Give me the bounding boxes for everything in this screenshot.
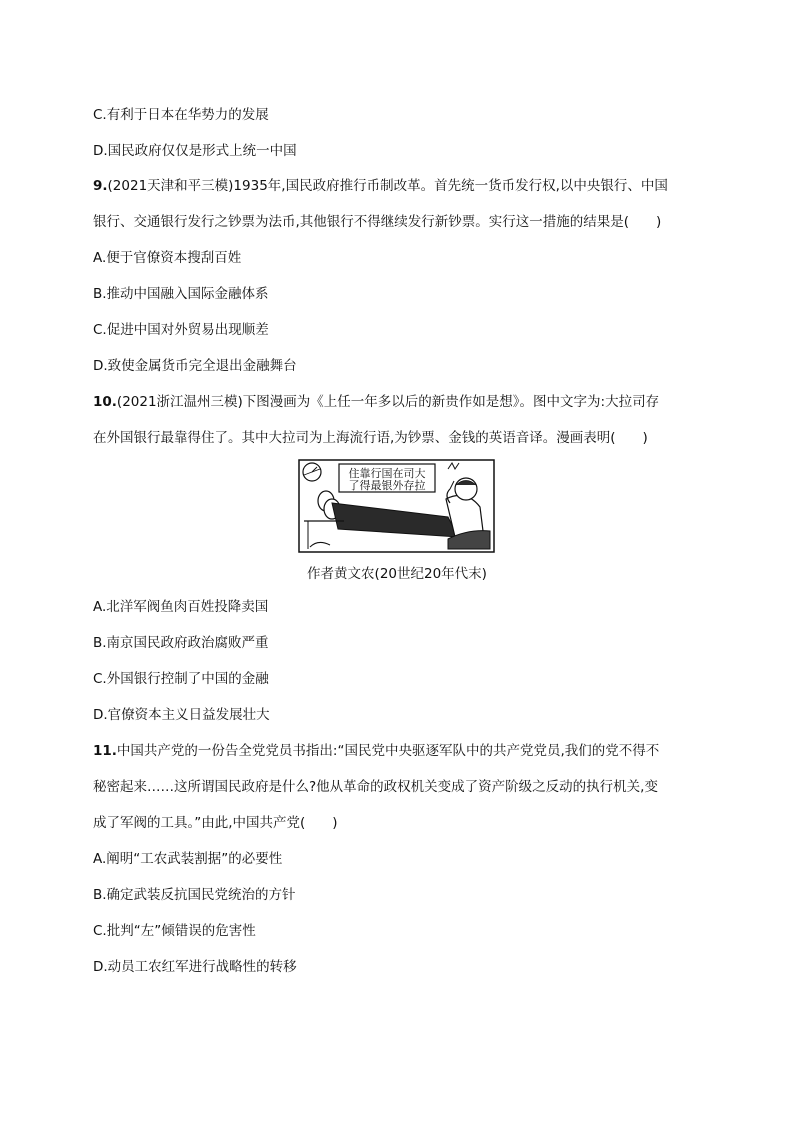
cartoon-text-line1: 住靠行国在司大 bbox=[348, 467, 426, 480]
q11-stem-line2: 秘密起来……这所谓国民政府是什么?他从革命的政权机关变成了资产阶级之反动的执行机关,变 bbox=[93, 779, 658, 795]
q9-option-b: B.推动中国融入国际金融体系 bbox=[93, 286, 269, 302]
q9-stem-line1 bbox=[93, 176, 668, 196]
q10-stem-line2: 在外国银行最靠得住了。其中大拉司为上海流行语,为钞票、金钱的英语音译。漫画表明( ) bbox=[93, 430, 648, 446]
q11-option-b: B.确定武装反抗国民党统治的方针 bbox=[93, 887, 296, 903]
q9-option-a: A.便于官僚资本搜刮百姓 bbox=[93, 250, 242, 266]
q10-stem-text: (2021浙江温州三模)下图漫画为《上任一年多以后的新贵作如是想》。图中文字为:大拉司存 bbox=[116, 394, 660, 410]
q9-number: 9. bbox=[93, 178, 108, 194]
q11-option-a: A.阐明“工农武装割据”的必要性 bbox=[93, 851, 283, 867]
q11-stem-line1 bbox=[93, 741, 659, 761]
q9-stem-text: (2021天津和平三模)1935年,国民政府推行币制改革。首先统一货币发行权,以中央银行、中国 bbox=[107, 178, 668, 194]
q9-option-c: C.促进中国对外贸易出现顺差 bbox=[93, 322, 269, 338]
cartoon-illustration bbox=[298, 459, 495, 553]
q10-option-a: A.北洋军阀鱼肉百姓投降卖国 bbox=[93, 599, 269, 615]
q11-stem-line3: 成了军阀的工具。”由此,中国共产党( ) bbox=[93, 815, 338, 831]
q11-option-d: D.动员工农红军进行战略性的转移 bbox=[93, 959, 297, 975]
q8-option-d: D.国民政府仅仅是形式上统一中国 bbox=[93, 143, 297, 159]
cartoon-text-line2: 了得最银外存拉 bbox=[348, 479, 426, 492]
q8-option-c: C.有利于日本在华势力的发展 bbox=[93, 107, 269, 123]
q10-number: 10. bbox=[93, 394, 117, 410]
q11-number: 11. bbox=[93, 743, 117, 759]
q10-option-b: B.南京国民政府政治腐败严重 bbox=[93, 635, 269, 651]
q9-stem-line2: 银行、交通银行发行之钞票为法币,其他银行不得继续发行新钞票。实行这一措施的结果是( ) bbox=[93, 214, 662, 230]
q10-stem-line1 bbox=[93, 392, 659, 412]
q11-option-c: C.批判“左”倾错误的危害性 bbox=[93, 923, 256, 939]
cartoon-caption: 作者黄文农(20世纪20年代末) bbox=[307, 566, 487, 582]
q10-option-d: D.官僚资本主义日益发展壮大 bbox=[93, 707, 270, 723]
q10-option-c: C.外国银行控制了中国的金融 bbox=[93, 671, 269, 687]
q9-option-d: D.致使金属货币完全退出金融舞台 bbox=[93, 358, 297, 374]
q11-stem-text: 中国共产党的一份告全党党员书指出:“国民党中央驱逐军队中的共产党党员,我们的党不得不 bbox=[116, 743, 660, 759]
